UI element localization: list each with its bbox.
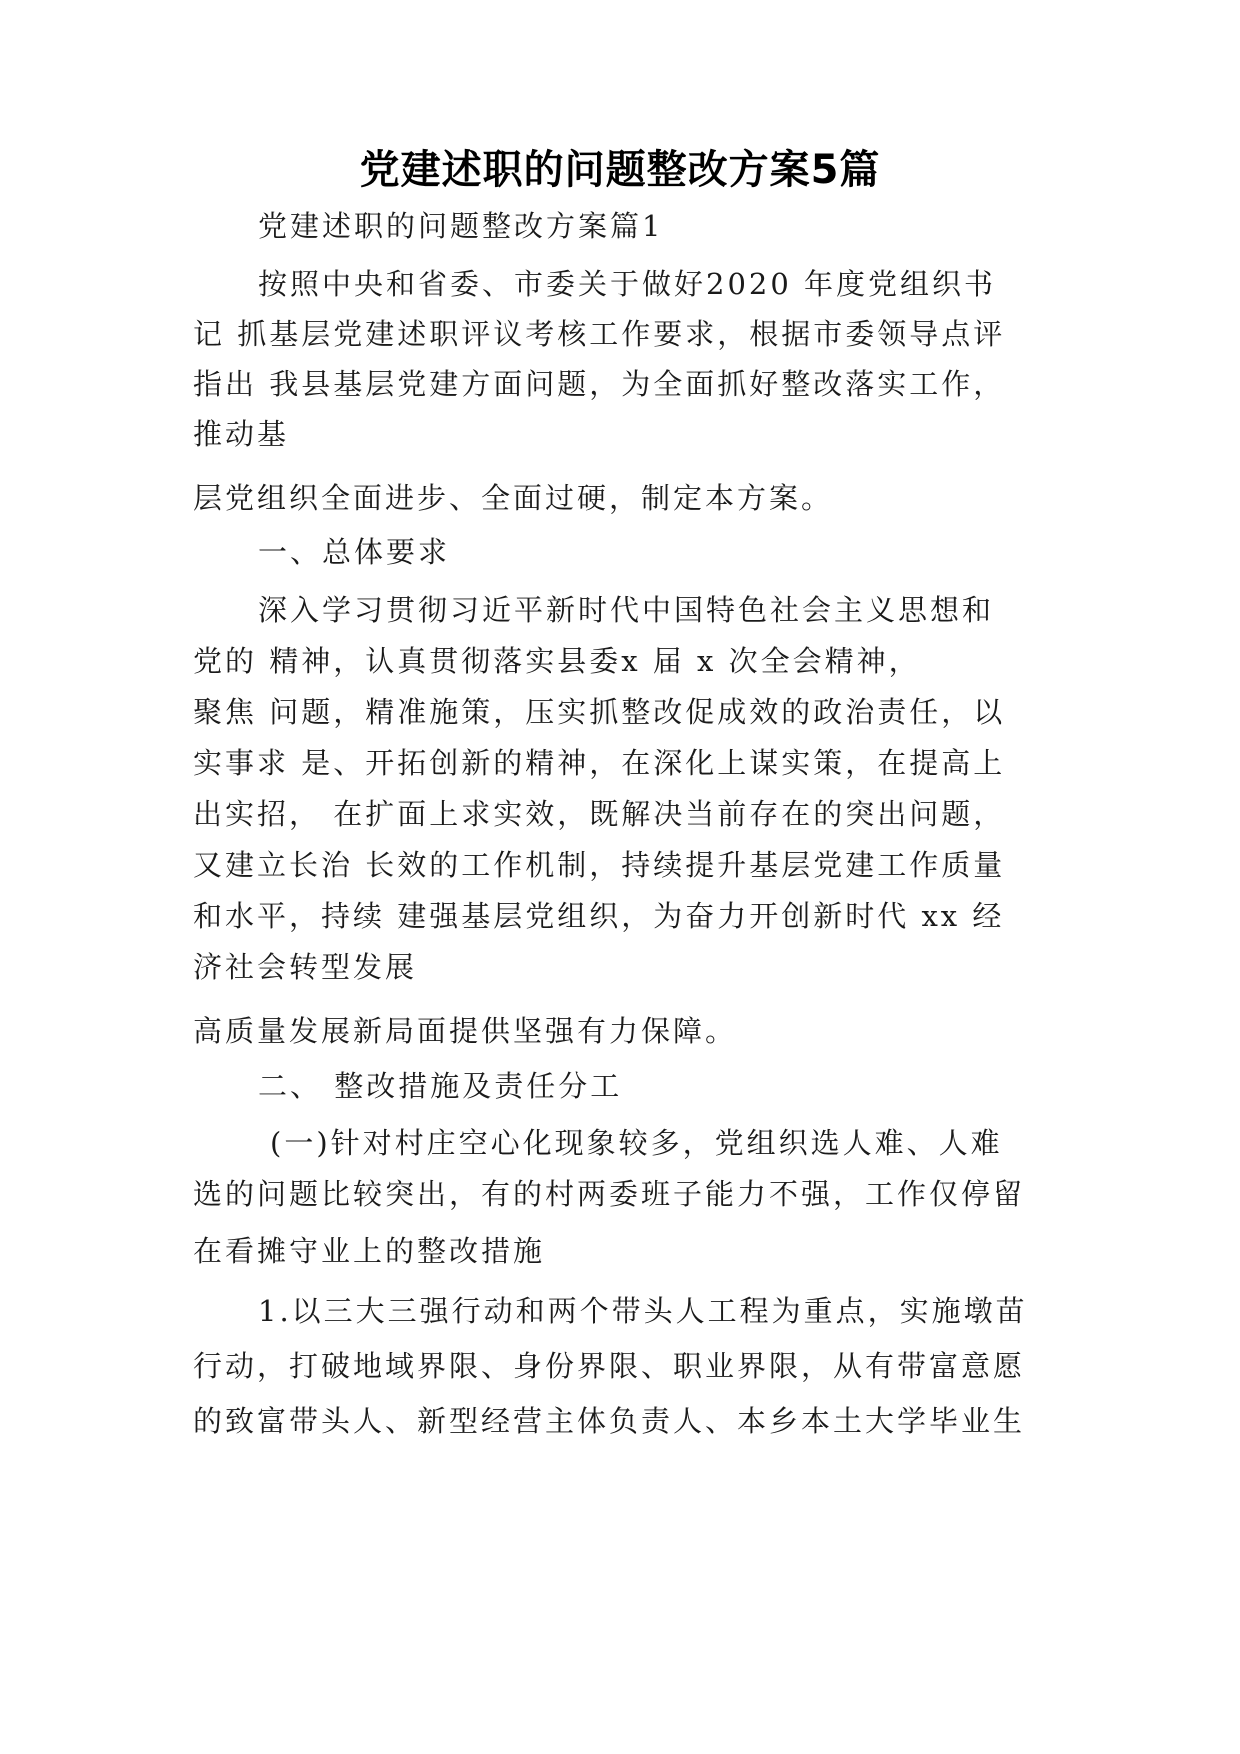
paragraph-line: 实事求 是、开拓创新的精神，在深化上谋实策，在提高上 — [193, 746, 1006, 780]
paragraph-line: 指出 我县基层党建方面问题，为全面抓好整改落实工作， — [193, 367, 1006, 401]
paragraph-line: 深入学习贯彻习近平新时代中国特色社会主义思想和 — [258, 593, 995, 627]
paragraph-line: 按照中央和省委、市委关于做好2020 年度党组织书 — [258, 267, 997, 301]
paragraph-line: 推动基 — [193, 417, 290, 451]
paragraph-line: 聚焦 问题，精准施策，压实抓整改促成效的政治责任，以 — [193, 695, 1006, 729]
paragraph-line: 又建立长治 长效的工作机制，持续提升基层党建工作质量 — [193, 848, 1006, 882]
paragraph-line: 层党组织全面进步、全面过硬，制定本方案。 — [193, 481, 834, 515]
section-heading: 二、 整改措施及责任分工 — [258, 1069, 623, 1103]
paragraph-line: (一)针对村庄空心化现象较多，党组织选人难、人难 — [270, 1126, 1003, 1160]
paragraph-line: 行动，打破地域界限、身份界限、职业界限，从有带富意愿 — [193, 1349, 1026, 1383]
paragraph-line: 的致富带头人、新型经营主体负责人、本乡本土大学毕业生 — [193, 1404, 1026, 1438]
document-title: 党建述职的问题整改方案5篇 — [359, 147, 881, 193]
section-heading: 一、总体要求 — [258, 535, 451, 569]
paragraph-line: 选的问题比较突出，有的村两委班子能力不强，工作仅停留 — [193, 1177, 1026, 1211]
paragraph-line: 1.以三大三强行动和两个带头人工程为重点，实施墩苗 — [258, 1294, 1028, 1328]
paragraph-line: 记 抓基层党建述职评议考核工作要求，根据市委领导点评 — [193, 317, 1006, 351]
paragraph-line: 出实招， 在扩面上求实效，既解决当前存在的突出问题， — [193, 797, 1006, 831]
paragraph-line: 党的 精神，认真贯彻落实县委x 届 x 次全会精神， — [193, 644, 921, 678]
paragraph-line: 在看摊守业上的整改措施 — [193, 1234, 546, 1268]
section-heading: 党建述职的问题整改方案篇1 — [258, 209, 664, 243]
paragraph-line: 和水平，持续 建强基层党组织，为奋力开创新时代 xx 经 — [193, 899, 1005, 933]
paragraph-line: 济社会转型发展 — [193, 950, 418, 984]
paragraph-line: 高质量发展新局面提供坚强有力保障。 — [193, 1014, 738, 1048]
